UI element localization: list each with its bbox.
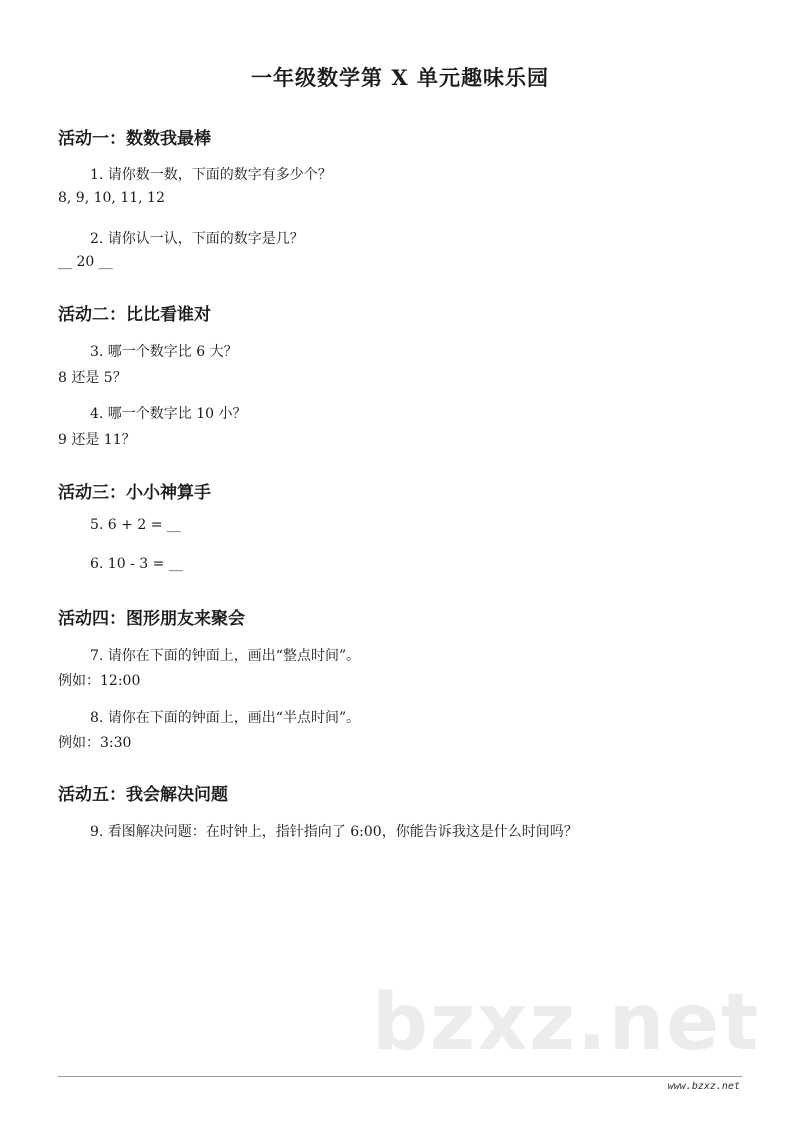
activity-4-heading: 活动四：图形朋友来聚会 xyxy=(58,609,245,629)
answer-3: 8 还是 5？ xyxy=(58,370,127,386)
question-9: 9. 看图解决问题：在时钟上，指针指向了 6:00，你能告诉我这是什么时间吗？ xyxy=(90,824,578,840)
footer-rule xyxy=(58,1076,742,1077)
question-7: 7. 请你在下面的钟面上，画出“整点时间”。 xyxy=(90,648,361,664)
answer-2: __ 20 __ xyxy=(58,254,113,270)
answer-4: 9 还是 11？ xyxy=(58,432,136,448)
activity-2-heading: 活动二：比比看谁对 xyxy=(58,305,211,325)
activity-5-heading: 活动五：我会解决问题 xyxy=(58,785,228,805)
question-4: 4. 哪一个数字比 10 小？ xyxy=(90,406,247,422)
question-3: 3. 哪一个数字比 6 大？ xyxy=(90,344,238,360)
activity-1-heading: 活动一：数数我最棒 xyxy=(58,129,211,149)
question-6: 6. 10 - 3 = __ xyxy=(90,556,183,572)
footer-url: www.bzxz.net xyxy=(667,1081,740,1092)
page-title: 一年级数学第 X 单元趣味乐园 xyxy=(251,65,549,90)
answer-7: 例如：12:00 xyxy=(58,673,141,689)
answer-1: 8, 9, 10, 11, 12 xyxy=(58,190,165,206)
watermark: bzxz.net xyxy=(372,978,761,1068)
question-1: 1. 请你数一数，下面的数字有多少个？ xyxy=(90,167,332,183)
question-8: 8. 请你在下面的钟面上，画出“半点时间”。 xyxy=(90,710,361,726)
question-5: 5. 6 + 2 = __ xyxy=(90,517,181,533)
answer-8: 例如：3:30 xyxy=(58,735,132,751)
question-2: 2. 请你认一认，下面的数字是几？ xyxy=(90,231,304,247)
activity-3-heading: 活动三：小小神算手 xyxy=(58,483,211,503)
